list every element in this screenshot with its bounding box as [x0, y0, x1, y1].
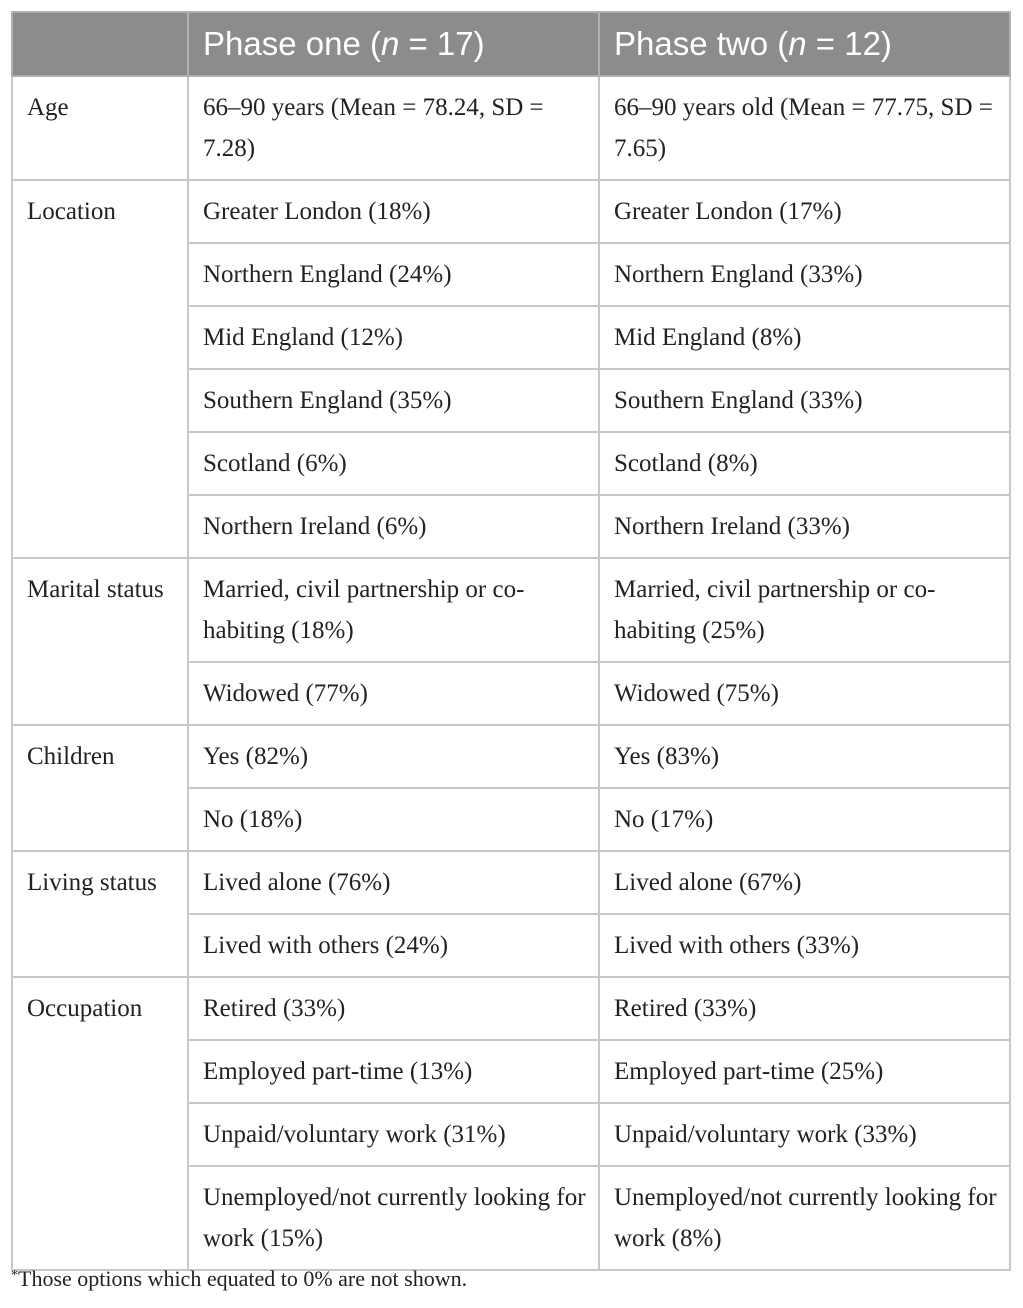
header-empty-cell	[12, 12, 188, 76]
phase-one-cell: No (18%)	[188, 788, 599, 851]
header-phase-one: Phase one (n = 17)	[188, 12, 599, 76]
table-row	[12, 558, 1010, 662]
phase-two-cell: Retired (33%)	[599, 977, 1010, 1040]
table-row	[12, 76, 1010, 180]
category-cell: Marital status	[12, 558, 188, 725]
phase-one-cell: Unemployed/not currently looking for work (15%)	[188, 1166, 599, 1270]
table-footnote: *Those options which equated to 0% are not shown.	[11, 1266, 468, 1291]
phase-two-cell: Unpaid/voluntary work (33%)	[599, 1103, 1010, 1166]
phase-one-cell: Lived alone (76%)	[188, 851, 599, 914]
demographics-table	[11, 11, 1011, 1271]
phase-two-cell: Southern England (33%)	[599, 369, 1010, 432]
phase-one-cell: Yes (82%)	[188, 725, 599, 788]
phase-two-cell: Lived alone (67%)	[599, 851, 1010, 914]
phase-two-cell: Mid England (8%)	[599, 306, 1010, 369]
phase-two-cell: Northern Ireland (33%)	[599, 495, 1010, 558]
phase-two-cell: Employed part-time (25%)	[599, 1040, 1010, 1103]
phase-two-cell: Scotland (8%)	[599, 432, 1010, 495]
phase-one-cell: Married, civil partnership or co-habiting (18%)	[188, 558, 599, 662]
phase-one-cell: Southern England (35%)	[188, 369, 599, 432]
phase-two-cell: Unemployed/not currently looking for work (8%)	[599, 1166, 1010, 1270]
phase-two-cell: Widowed (75%)	[599, 662, 1010, 725]
phase-one-cell: Northern England (24%)	[188, 243, 599, 306]
phase-two-cell: Lived with others (33%)	[599, 914, 1010, 977]
phase-two-cell: Yes (83%)	[599, 725, 1010, 788]
table-row	[12, 977, 1010, 1040]
phase-one-cell: Employed part-time (13%)	[188, 1040, 599, 1103]
category-cell: Living status	[12, 851, 188, 977]
phase-one-cell: Greater London (18%)	[188, 180, 599, 243]
phase-one-cell: Northern Ireland (6%)	[188, 495, 599, 558]
category-cell: Occupation	[12, 977, 188, 1270]
category-cell: Children	[12, 725, 188, 851]
table-body	[12, 76, 1010, 1270]
phase-two-cell: Northern England (33%)	[599, 243, 1010, 306]
demographics-table-container	[11, 11, 1009, 1271]
phase-one-cell: 66–90 years (Mean = 78.24, SD = 7.28)	[188, 76, 599, 180]
phase-two-cell: Married, civil partnership or co-habiting (25%)	[599, 558, 1010, 662]
table-row	[12, 725, 1010, 788]
table-row	[12, 851, 1010, 914]
phase-two-cell: 66–90 years old (Mean = 77.75, SD = 7.65)	[599, 76, 1010, 180]
phase-one-cell: Scotland (6%)	[188, 432, 599, 495]
phase-one-cell: Mid England (12%)	[188, 306, 599, 369]
table-row	[12, 180, 1010, 243]
category-cell: Location	[12, 180, 188, 558]
phase-one-cell: Lived with others (24%)	[188, 914, 599, 977]
phase-one-cell: Widowed (77%)	[188, 662, 599, 725]
category-cell: Age	[12, 76, 188, 180]
phase-two-cell: No (17%)	[599, 788, 1010, 851]
phase-two-cell: Greater London (17%)	[599, 180, 1010, 243]
header-row	[12, 12, 1010, 76]
phase-one-cell: Retired (33%)	[188, 977, 599, 1040]
table-header	[12, 12, 1010, 76]
phase-one-cell: Unpaid/voluntary work (31%)	[188, 1103, 599, 1166]
header-phase-two: Phase two (n = 12)	[599, 12, 1010, 76]
